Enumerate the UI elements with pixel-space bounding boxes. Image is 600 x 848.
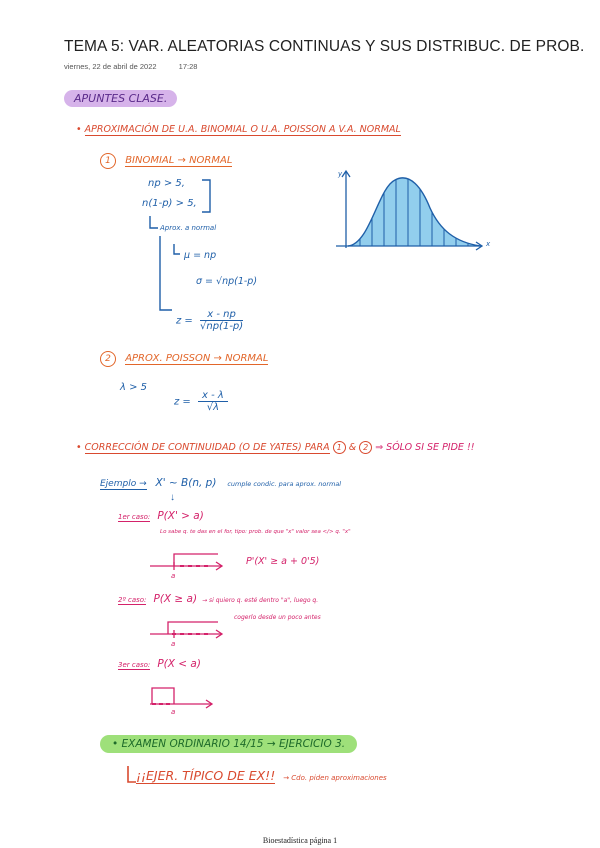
z-formula: [176, 309, 243, 332]
example-down-arrow: ↓: [170, 492, 175, 503]
sigma-formula: σ = √np(1-p): [196, 276, 258, 287]
section2-ref-and: &: [348, 442, 357, 453]
section2-heading: [76, 441, 475, 454]
case1-note: Lo sabe q. te das en el for, tipo: prob. de que "x" valor sea </> q. "x": [160, 529, 351, 535]
section2-heading-text: CORRECCIÓN DE CONTINUIDAD (O DE YATES) PARA: [84, 442, 330, 453]
section2-arrow-note: ⇒ SÓLO SI SE PIDE !!: [375, 442, 475, 453]
mu-formula: μ = np: [184, 250, 217, 261]
case2-note1: → si quiero q. esté dentro "a", luego q.: [202, 597, 319, 604]
approx-label: Aprox. a normal: [160, 224, 217, 232]
item2-title: APROX. POISSON → NORMAL: [125, 353, 269, 364]
case1-number-line: [148, 548, 228, 580]
example-expr: X' ~ B(n, p): [155, 477, 217, 489]
z-numerator: x - np: [200, 309, 243, 321]
page-footer: Bioestadística página 1: [262, 836, 338, 845]
case2-label: 2º caso:: [118, 596, 147, 604]
z2-numerator: x - λ: [198, 390, 228, 402]
section1-bullet: •: [76, 124, 82, 135]
case3-label: 3er caso:: [118, 661, 151, 669]
item1-number: 1: [100, 153, 116, 169]
item2-number: 2: [100, 351, 116, 367]
example-label: Ejemplo →: [100, 479, 147, 489]
z-label: z =: [176, 315, 193, 327]
case3-number-line: [148, 682, 218, 714]
exam-heading: [100, 735, 357, 753]
graph-y-label: y: [338, 170, 343, 178]
section1-heading: [76, 124, 401, 135]
z2-label: z =: [174, 396, 191, 408]
z2-denominator: √λ: [206, 402, 220, 413]
exam-bullet: •: [112, 738, 119, 750]
page-date: viernes, 22 de abril de 2022: [64, 62, 157, 71]
example-line: [100, 477, 341, 489]
case1-tick-label: a: [171, 572, 176, 580]
condition-bracket: [200, 178, 214, 214]
case2-note2: cogerlo desde un poco antes: [234, 614, 321, 621]
case2-expr: P(X ≥ a): [153, 593, 198, 605]
z2-formula: [174, 390, 228, 413]
condition-nq: n(1-p) > 5,: [142, 198, 197, 209]
item2-heading: [100, 351, 268, 367]
case3-line: [118, 658, 201, 670]
exam-typical-note: → Cdo. piden aproximaciones: [283, 774, 387, 782]
z-denominator: √np(1-p): [200, 321, 244, 332]
condition-np: np > 5,: [148, 178, 185, 189]
graph-x-label: x: [486, 240, 491, 248]
normal-curve-graph: [330, 168, 490, 258]
case3-expr: P(X < a): [157, 658, 201, 670]
page-timestamp: [64, 62, 217, 71]
notes-badge: APUNTES CLASE.: [64, 90, 177, 107]
case3-tick-label: a: [171, 708, 176, 716]
case2-tick-label: a: [171, 640, 176, 648]
exam-typical-line: [136, 768, 387, 783]
example-note: cumple condic. para aprox. normal: [227, 480, 342, 488]
section2-ref2: 2: [359, 441, 372, 454]
section2-bullet: •: [76, 442, 82, 453]
poisson-condition: λ > 5: [120, 382, 148, 393]
exam-typical: ¡¡EJER. TÍPICO DE EX!!: [136, 768, 276, 783]
section1-heading-text: APROXIMACIÓN DE U.A. BINOMIAL O U.A. POISSON A V.A. NORMAL: [84, 124, 401, 135]
case1-label: 1er caso:: [118, 513, 151, 521]
exam-heading-text: EXAMEN ORDINARIO 14/15 → EJERCICIO 3.: [121, 738, 346, 750]
section2-ref1: 1: [333, 441, 346, 454]
case2-line: [118, 593, 318, 605]
page-title: TEMA 5: VAR. ALEATORIAS CONTINUAS Y SUS DISTRIBUC. DE PROB.: [64, 38, 585, 55]
item1-title: BINOMIAL → NORMAL: [125, 155, 233, 166]
item1-heading: [100, 153, 232, 169]
page-time: 17:28: [178, 62, 198, 71]
case1-result: P'(X' ≥ a + 0'5): [246, 556, 320, 567]
case1-line: [118, 510, 204, 522]
case1-expr: P(X' > a): [157, 510, 204, 522]
case2-number-line: [148, 616, 228, 648]
